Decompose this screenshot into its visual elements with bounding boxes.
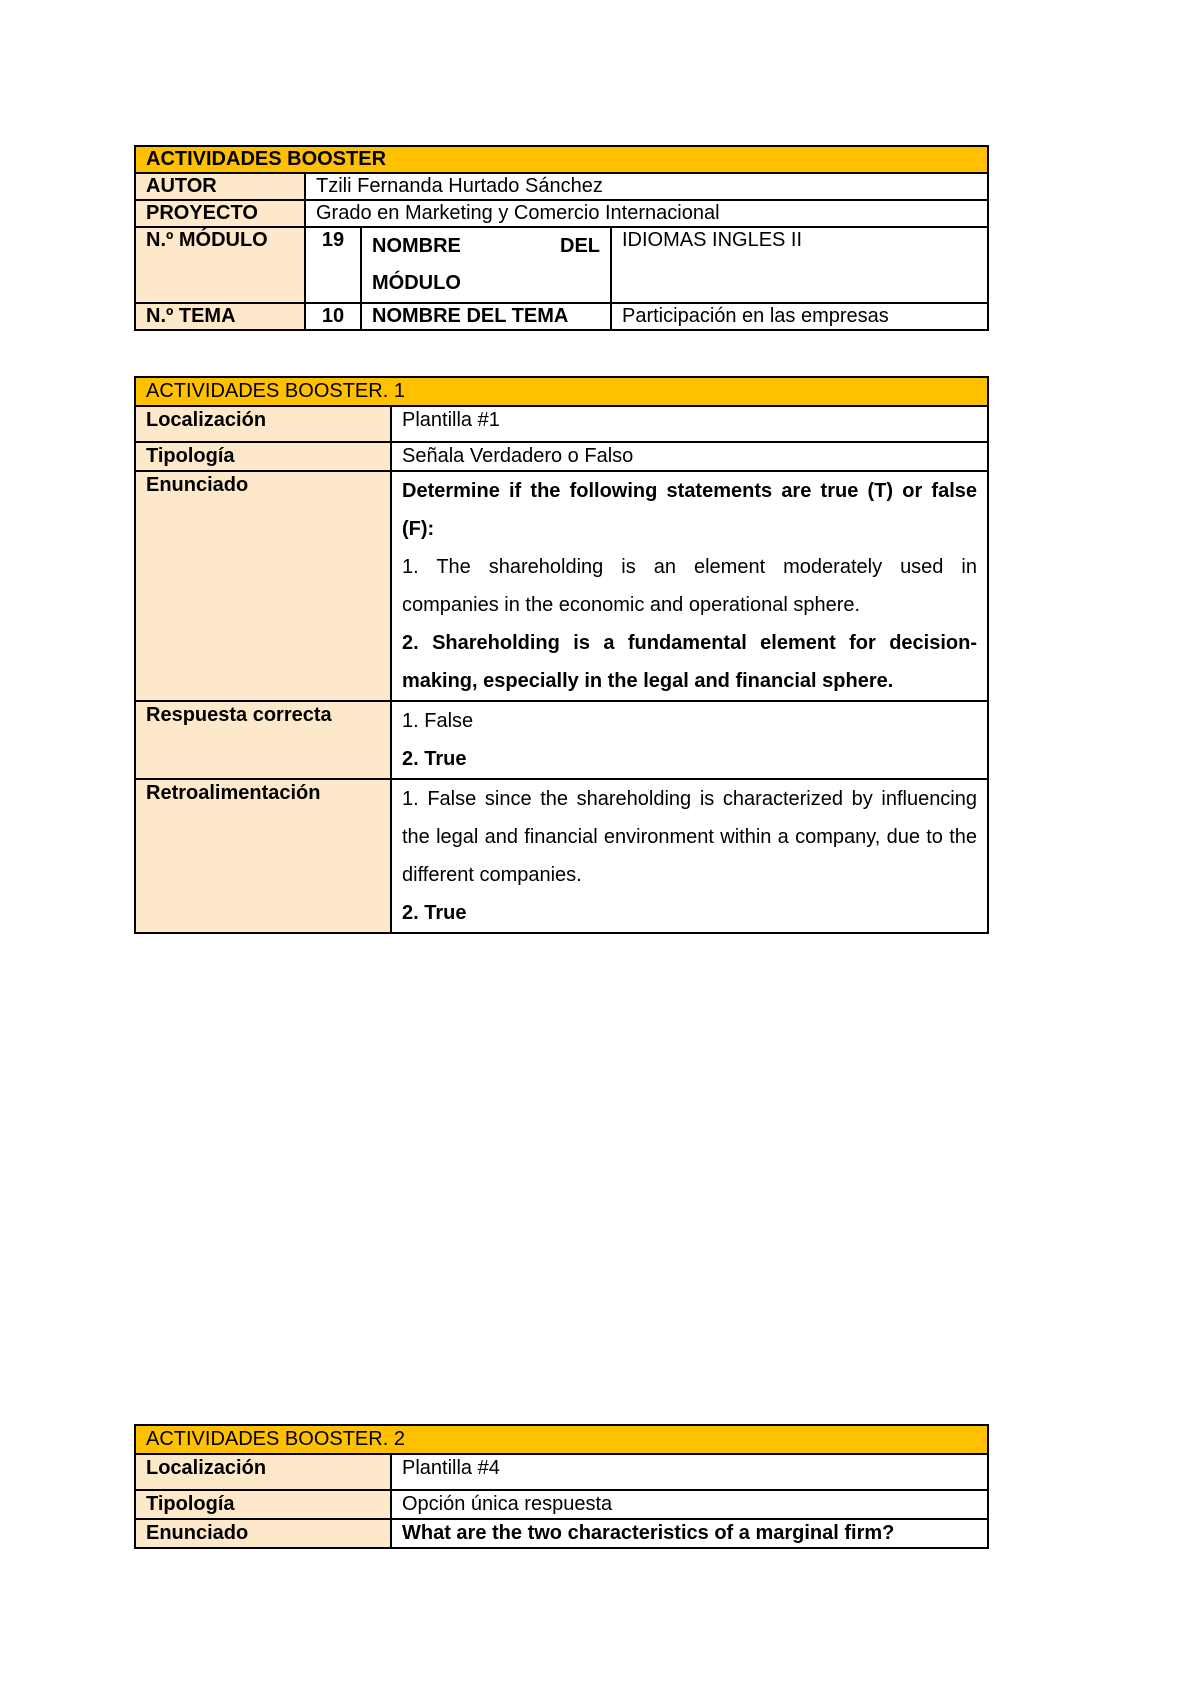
modulo-number: 19 <box>305 227 361 303</box>
booster-info-table <box>134 145 989 331</box>
modulo-name-label <box>361 227 611 303</box>
localizacion-label: Localización <box>135 406 391 442</box>
enunciado-content <box>391 471 988 701</box>
enunciado-label: Enunciado <box>135 471 391 701</box>
localizacion-value: Plantilla #1 <box>391 406 988 442</box>
tema-number: 10 <box>305 303 361 330</box>
tema-name-label: NOMBRE DEL TEMA <box>361 303 611 330</box>
retroalimentacion-label: Retroalimentación <box>135 779 391 933</box>
booster-1-table <box>134 376 989 934</box>
enunciado-statement-1: 1. The shareholding is an element moderately used in companies in the economic and operational sphere. <box>402 556 977 616</box>
modulo-name-label-del: DEL <box>560 235 600 257</box>
booster-2-table <box>134 1424 989 1549</box>
respuesta-1: 1. False <box>402 710 474 732</box>
modulo-name-label-word1: NOMBRE <box>372 235 461 257</box>
tema-name-value: Participación en las empresas <box>611 303 988 330</box>
respuesta-label: Respuesta correcta <box>135 701 391 779</box>
tipologia-label: Tipología <box>135 442 391 471</box>
info-table-title: ACTIVIDADES BOOSTER <box>135 146 988 173</box>
modulo-name-label-word2: MÓDULO <box>372 272 461 294</box>
retroalimentacion-content <box>391 779 988 933</box>
booster-1-title: ACTIVIDADES BOOSTER. 1 <box>135 377 988 406</box>
proyecto-label: PROYECTO <box>135 200 305 227</box>
enunciado-statement-2: 2. Shareholding is a fundamental element for decision-making, especially in the legal and financial sphere. <box>402 632 977 692</box>
b2-tipologia-label: Tipología <box>135 1490 391 1519</box>
b2-localizacion-label: Localización <box>135 1454 391 1490</box>
autor-label: AUTOR <box>135 173 305 200</box>
proyecto-value: Grado en Marketing y Comercio Internacional <box>305 200 988 227</box>
booster-2-title: ACTIVIDADES BOOSTER. 2 <box>135 1425 988 1454</box>
respuesta-2: 2. True <box>402 748 467 770</box>
respuesta-content <box>391 701 988 779</box>
retroalimentacion-2: 2. True <box>402 902 467 924</box>
modulo-name-value: IDIOMAS INGLES II <box>611 227 988 303</box>
enunciado-intro: Determine if the following statements are true (T) or false (F): <box>402 480 977 540</box>
b2-enunciado-value: What are the two characteristics of a marginal firm? <box>391 1519 988 1548</box>
tipologia-value: Señala Verdadero o Falso <box>391 442 988 471</box>
b2-tipologia-value: Opción única respuesta <box>391 1490 988 1519</box>
modulo-label: N.º MÓDULO <box>135 227 305 303</box>
retroalimentacion-1: 1. False since the shareholding is characterized by influencing the legal and financial environment within a company, due to the different companies. <box>402 788 977 886</box>
b2-enunciado-label: Enunciado <box>135 1519 391 1548</box>
tema-label: N.º TEMA <box>135 303 305 330</box>
autor-value: Tzili Fernanda Hurtado Sánchez <box>305 173 988 200</box>
b2-localizacion-value: Plantilla #4 <box>391 1454 988 1490</box>
